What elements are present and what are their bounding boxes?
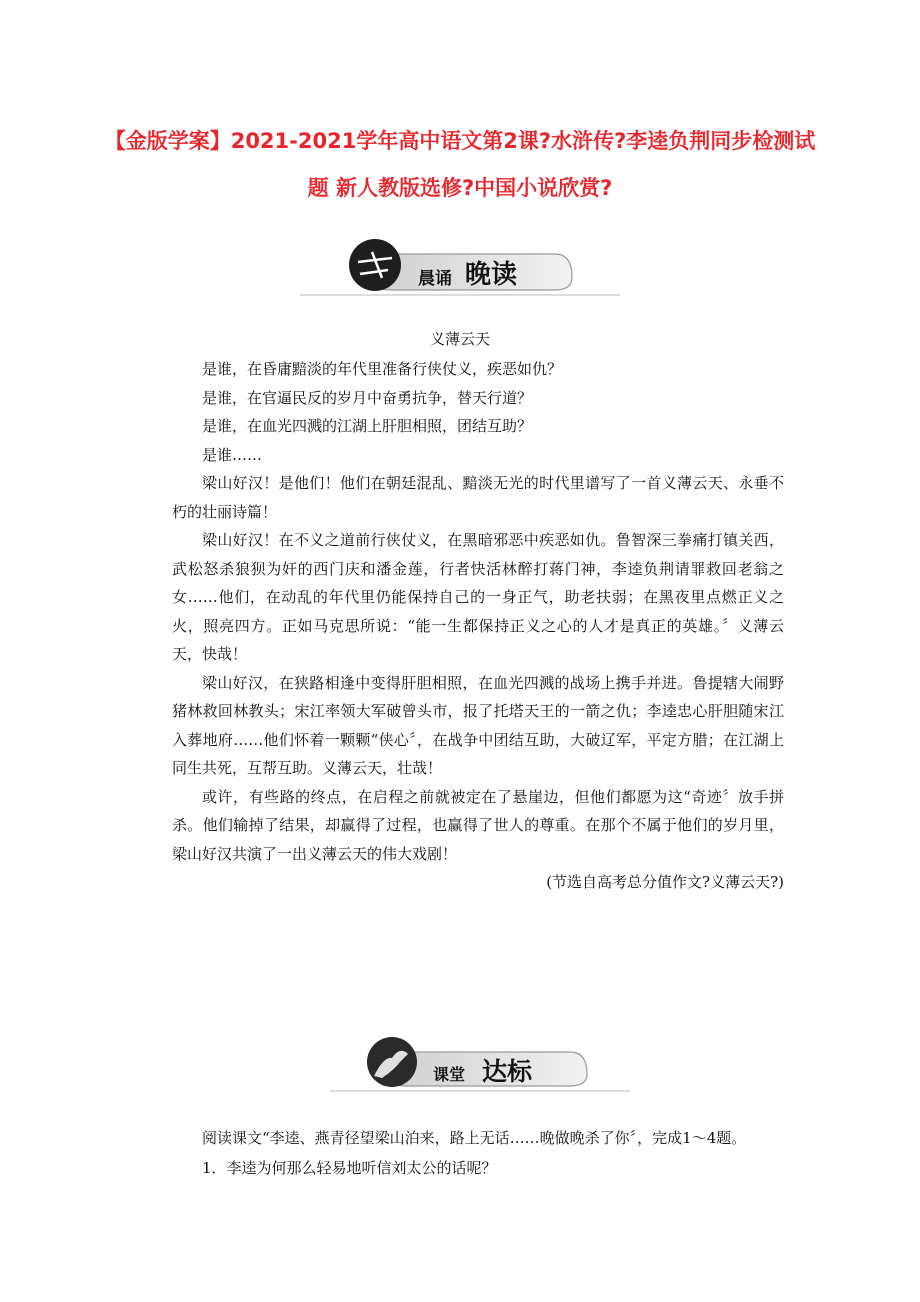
article-body	[172, 355, 784, 897]
paragraph: 或许，有些路的终点，在启程之前就被定在了悬崖边，但他们都愿为这“奇迹〞放手拼杀。他们输掉了结果，却赢得了过程，也赢得了世人的尊重。在那个不属于他们的岁月里，梁山好汉共演了一出义薄云天的伟大戏剧！	[172, 787, 784, 863]
exercise-section	[172, 1123, 784, 1183]
paragraph: 是谁，在昏庸黯淡的年代里准备行侠仗义，疾恶如仇？	[202, 360, 563, 378]
banner2-small-text: 课堂	[433, 1065, 466, 1084]
source-citation: (节选自高考总分值作文?义薄云天?)	[546, 873, 784, 891]
banner-graphic-2	[300, 1026, 640, 1096]
question-1: 1．李逵为何那么轻易地听信刘太公的话呢？	[202, 1159, 497, 1177]
paragraph: 梁山好汉，在狭路相逢中变得肝胆相照，在血光四溅的战场上携手并进。鲁提辖大闹野猪林救回林教头；宋江率领大军破曾头市，报了托塔天王的一箭之仇；李逵忠心肝胆随宋江入葬地府……他们怀着一颗颗“侠心〞，在战争中团结互助，大破辽军，平定方腊；在江湖上同生共死，互帮互助。义薄云天，壮哉！	[172, 673, 784, 777]
section-banner-morning-reading	[0, 232, 920, 302]
banner1-small-text: 晨诵	[418, 269, 452, 289]
banner2-big-text: 达标	[482, 1057, 533, 1086]
banner1-big-text: 晚读	[465, 260, 518, 290]
paragraph: 是谁，在血光四溅的江湖上肝胆相照，团结互助？	[202, 417, 533, 435]
section-banner-class-practice	[0, 1026, 920, 1096]
article-title: 义薄云天	[429, 330, 490, 348]
paragraph: 是谁……	[202, 445, 263, 464]
exercise-instruction: 阅读课文“李逵、燕青径望梁山泊来，路上无话……晚做晚杀了你〞，完成1～4题。	[202, 1129, 747, 1147]
page-title: 【金版学案】2021-2021学年高中语文第2课?水浒传?李逵负荆同步检测试题 新人教版选修?中国小说欣赏?	[104, 129, 816, 200]
paragraph: 是谁，在官逼民反的岁月中奋勇抗争，替天行道？	[202, 388, 533, 407]
paragraph: 梁山好汉！是他们！他们在朝廷混乱、黯淡无光的时代里谱写了一首义薄云天、永垂不朽的壮丽诗篇！	[172, 474, 784, 521]
paragraph: 梁山好汉！在不义之道前行侠仗义，在黑暗邪恶中疾恶如仇。鲁智深三拳痛打镇关西，武松怒杀狼狈为奸的西门庆和潘金莲，行者快活林醉打蒋门神，李逵负荆请罪救回老翁之女……他们，在动乱的年代里仍能保持自己的一身正气，助老扶弱；在黑夜里点燃正义之火，照亮四方。正如马克思所说：“能一生都保持正义之心的人才是真正的英雄。〞义薄云天，快哉！	[172, 531, 784, 663]
